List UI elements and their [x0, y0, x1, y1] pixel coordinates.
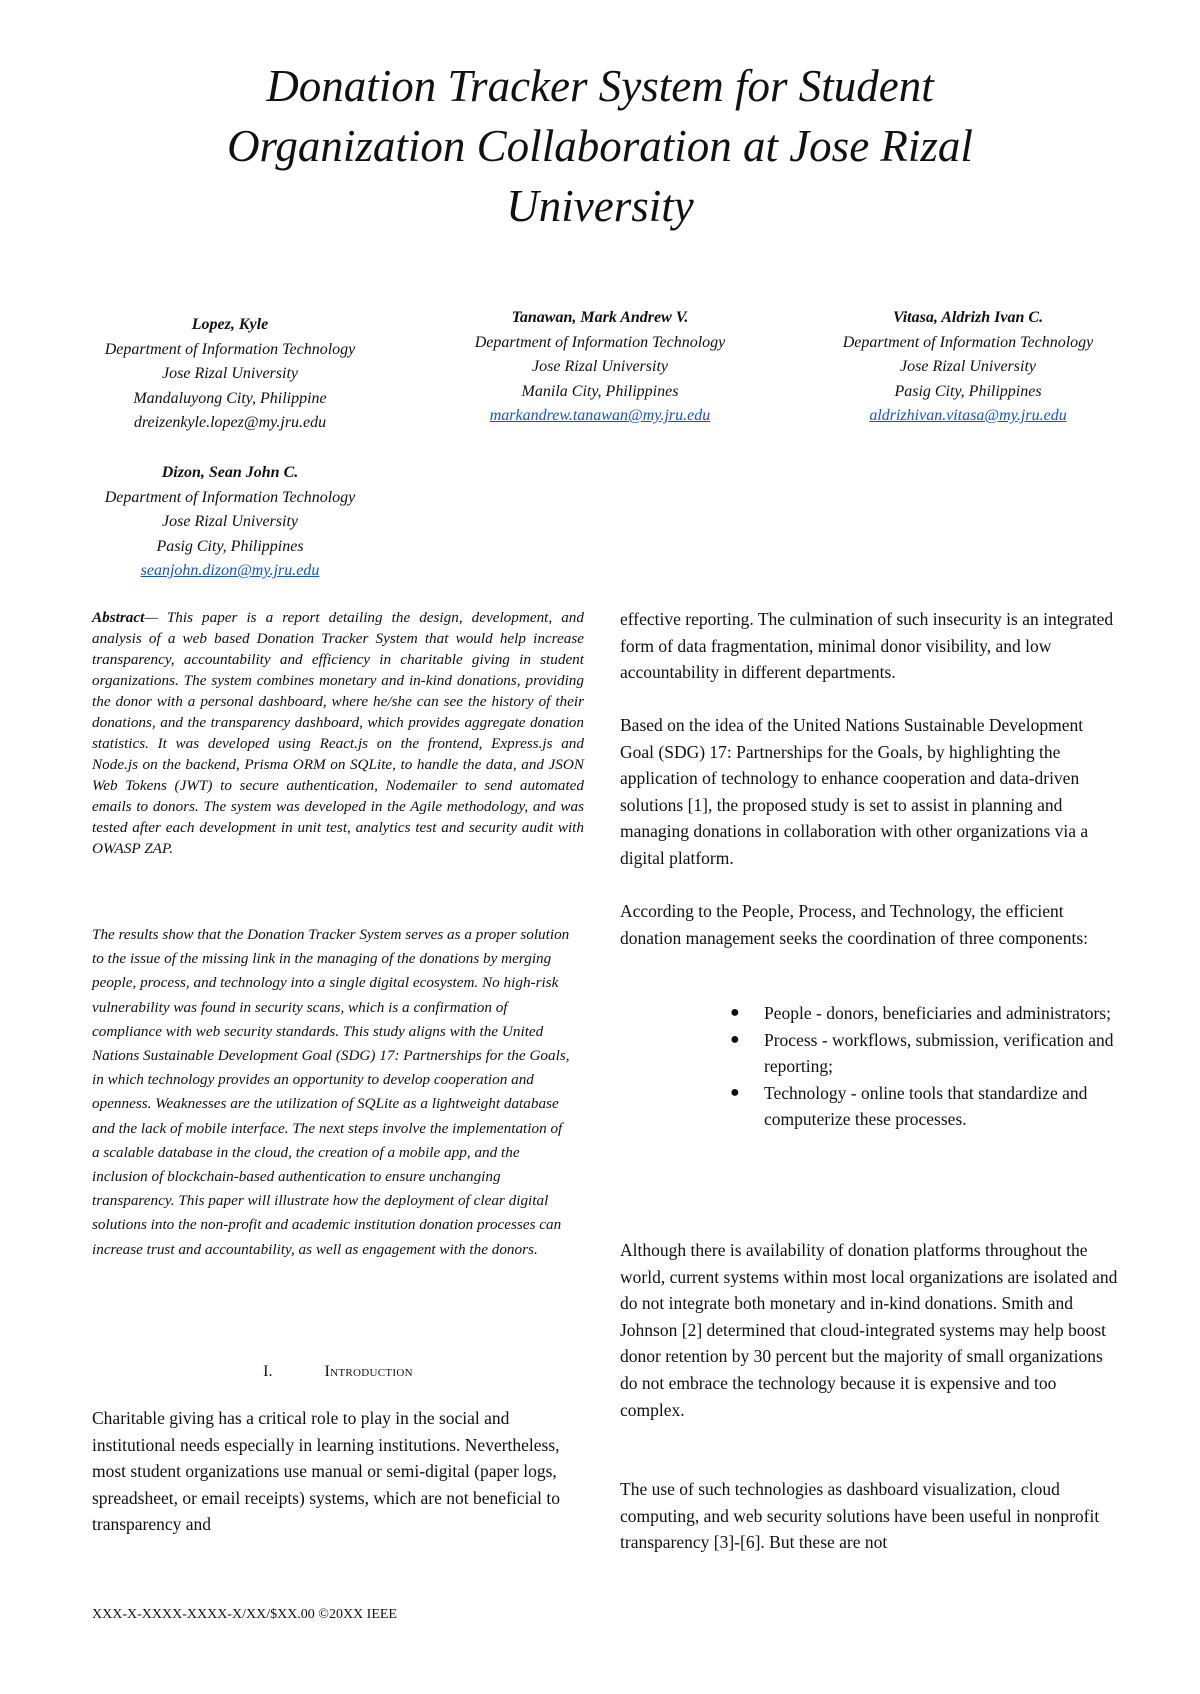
list-item-text: Technology - online tools that standardize and computerize these processes.	[764, 1082, 1088, 1130]
author-email-link[interactable]: seanjohn.dizon@my.jru.edu	[140, 562, 320, 579]
author-university: Jose Rizal University	[162, 513, 298, 530]
bullet-icon: ●	[730, 1030, 740, 1048]
list-item-text: Process - workflows, submission, verification and reporting;	[764, 1029, 1114, 1077]
section-title: Introduction	[324, 1363, 413, 1380]
author-city: Mandaluyong City, Philippine	[133, 389, 327, 407]
list-item	[730, 1080, 1120, 1133]
abstract-text: This paper is a report detailing the design, development, and analysis of a web based Donation Tracker System that would help increase transparency, accountability and efficiency in charitable giving in student organizations. The system combines monetary and in-kind donations, providing the donor with a personal dashboard, where he/she can see the history of their donations, and the transparency dashboard, which provides aggregate donation statistics. It was developed using React.js on the frontend, Express.js and Node.js on the backend, Prisma ORM on SQLite, to handle the data, and JSON Web Tokens (JWT) to secure authentication, Nodemailer to send automated emails to donors. The system was developed in the Agile methodology, and was tested after each development in unit test, analytics test and security audit with OWASP ZAP.	[92, 609, 584, 857]
author-city: Pasig City, Philippines	[894, 382, 1042, 400]
author-city: Pasig City, Philippines	[156, 537, 304, 555]
introduction-paragraph-1: Charitable giving has a critical role to play in the social and institutional needs especially in learning institutions. Nevertheless, most student organizations use manual or semi-digital (paper logs, spreadsheet, or email receipts) systems, which are not beneficial to transparency and	[92, 1408, 560, 1535]
list-item	[730, 1027, 1120, 1080]
author-name: Vitasa, Aldrizh Ivan C.	[892, 309, 1044, 326]
section-heading-introduction	[92, 1360, 584, 1384]
author-city: Manila City, Philippines	[521, 382, 679, 400]
section-number: I.	[263, 1363, 273, 1380]
paper-title	[120, 56, 1080, 236]
author-name: Lopez, Kyle	[191, 316, 269, 333]
abstract-section	[92, 607, 584, 859]
abstract-results	[92, 923, 572, 1262]
introduction-body	[92, 1405, 592, 1538]
author-department: Department of Information Technology	[842, 333, 1094, 351]
abstract-results-paragraph: The results show that the Donation Tracker System serves as a proper solution to the issue of the missing link in the managing of the donations by merging people, process, and technology into a single digital ecosystem. No high-risk vulnerability was found in security scans, which is a confirmation of compliance with web security standards. This study aligns with the United Nations Sustainable Development Goal (SDG) 17: Partnerships for the Goals, in which technology provides an opportunity to develop cooperation and openness. Weaknesses are the utilization of SQLite as a lightweight database and the lack of mobile interface. The next steps involve the implementation of a scalable database in the cloud, the creation of a mobile app, and the inclusion of blockchain-based authentication to ensure unchanging transparency. This paper will illustrate how the deployment of clear digital solutions into the non-profit and academic institution donation processes can increase trust and accountability, as well as engagement with the donors.	[92, 926, 570, 1258]
copyright-footer: XXX-X-XXXX-XXXX-X/XX/$XX.00 ©20XX IEEE	[92, 1607, 397, 1622]
abstract-label: Abstract	[92, 609, 145, 626]
author-university: Jose Rizal University	[532, 358, 668, 375]
body-paragraph: The use of such technologies as dashboard visualization, cloud computing, and web security solutions have been useful in nonprofit transparency [3]-[6]. But these are not	[620, 1479, 1100, 1553]
body-paragraph: Based on the idea of the United Nations Sustainable Development Goal (SDG) 17: Partnerships for the Goals, by highlighting the application of technology to enhance cooperation and data-driven solutions [1], the proposed study is set to assist in planning and managing donations in collaboration with other organizations via a digital platform.	[620, 715, 1089, 868]
abstract-paragraph	[92, 607, 584, 859]
list-item	[730, 1000, 1120, 1027]
author-email-link[interactable]: aldrizhivan.vitasa@my.jru.edu	[869, 407, 1067, 424]
author-department: Department of Information Technology	[474, 333, 726, 351]
author-name: Tanawan, Mark Andrew V.	[511, 309, 689, 326]
author-block-vitasa	[808, 306, 1128, 429]
title-line-3: University	[506, 181, 694, 231]
body-paragraph: According to the People, Process, and Technology, the efficient donation management seeks the coordination of three components:	[620, 901, 1088, 948]
right-paragraph-3	[620, 898, 1120, 951]
abstract-dash: —	[144, 609, 167, 626]
author-email-link[interactable]: markandrew.tanawan@my.jru.edu	[489, 407, 711, 424]
body-paragraph: effective reporting. The culmination of such insecurity is an integrated form of data fragmentation, minimal donor visibility, and low accountability in different departments.	[620, 609, 1114, 683]
list-item-text: People - donors, beneficiaries and administrators;	[764, 1003, 1111, 1023]
bullet-icon: ●	[730, 1083, 740, 1101]
author-block-lopez	[70, 313, 390, 436]
author-department: Department of Information Technology	[104, 488, 356, 506]
right-paragraph-1	[620, 606, 1120, 686]
author-university: Jose Rizal University	[162, 365, 298, 382]
ppt-bullet-list	[730, 1000, 1120, 1133]
author-department: Department of Information Technology	[104, 340, 356, 358]
bullet-icon: ●	[730, 1004, 740, 1021]
right-paragraph-5	[620, 1476, 1120, 1556]
author-university: Jose Rizal University	[900, 358, 1036, 375]
title-line-1: Donation Tracker System for Student	[266, 61, 934, 111]
right-paragraph-4	[620, 1237, 1120, 1423]
author-block-dizon	[70, 461, 390, 584]
right-paragraph-2	[620, 712, 1120, 872]
author-email: dreizenkyle.lopez@my.jru.edu	[133, 414, 327, 431]
title-line-2: Organization Collaboration at Jose Rizal	[227, 121, 973, 171]
author-block-tanawan	[440, 306, 760, 429]
body-paragraph: Although there is availability of donation platforms throughout the world, current systems within most local organizations are isolated and do not integrate both monetary and in-kind donations. Smith and Johnson [2] determined that cloud-integrated systems may help boost donor retention by 30 percent but the majority of small organizations do not embrace the technology because it is expensive and too complex.	[620, 1240, 1118, 1420]
author-name: Dizon, Sean John C.	[161, 464, 299, 481]
